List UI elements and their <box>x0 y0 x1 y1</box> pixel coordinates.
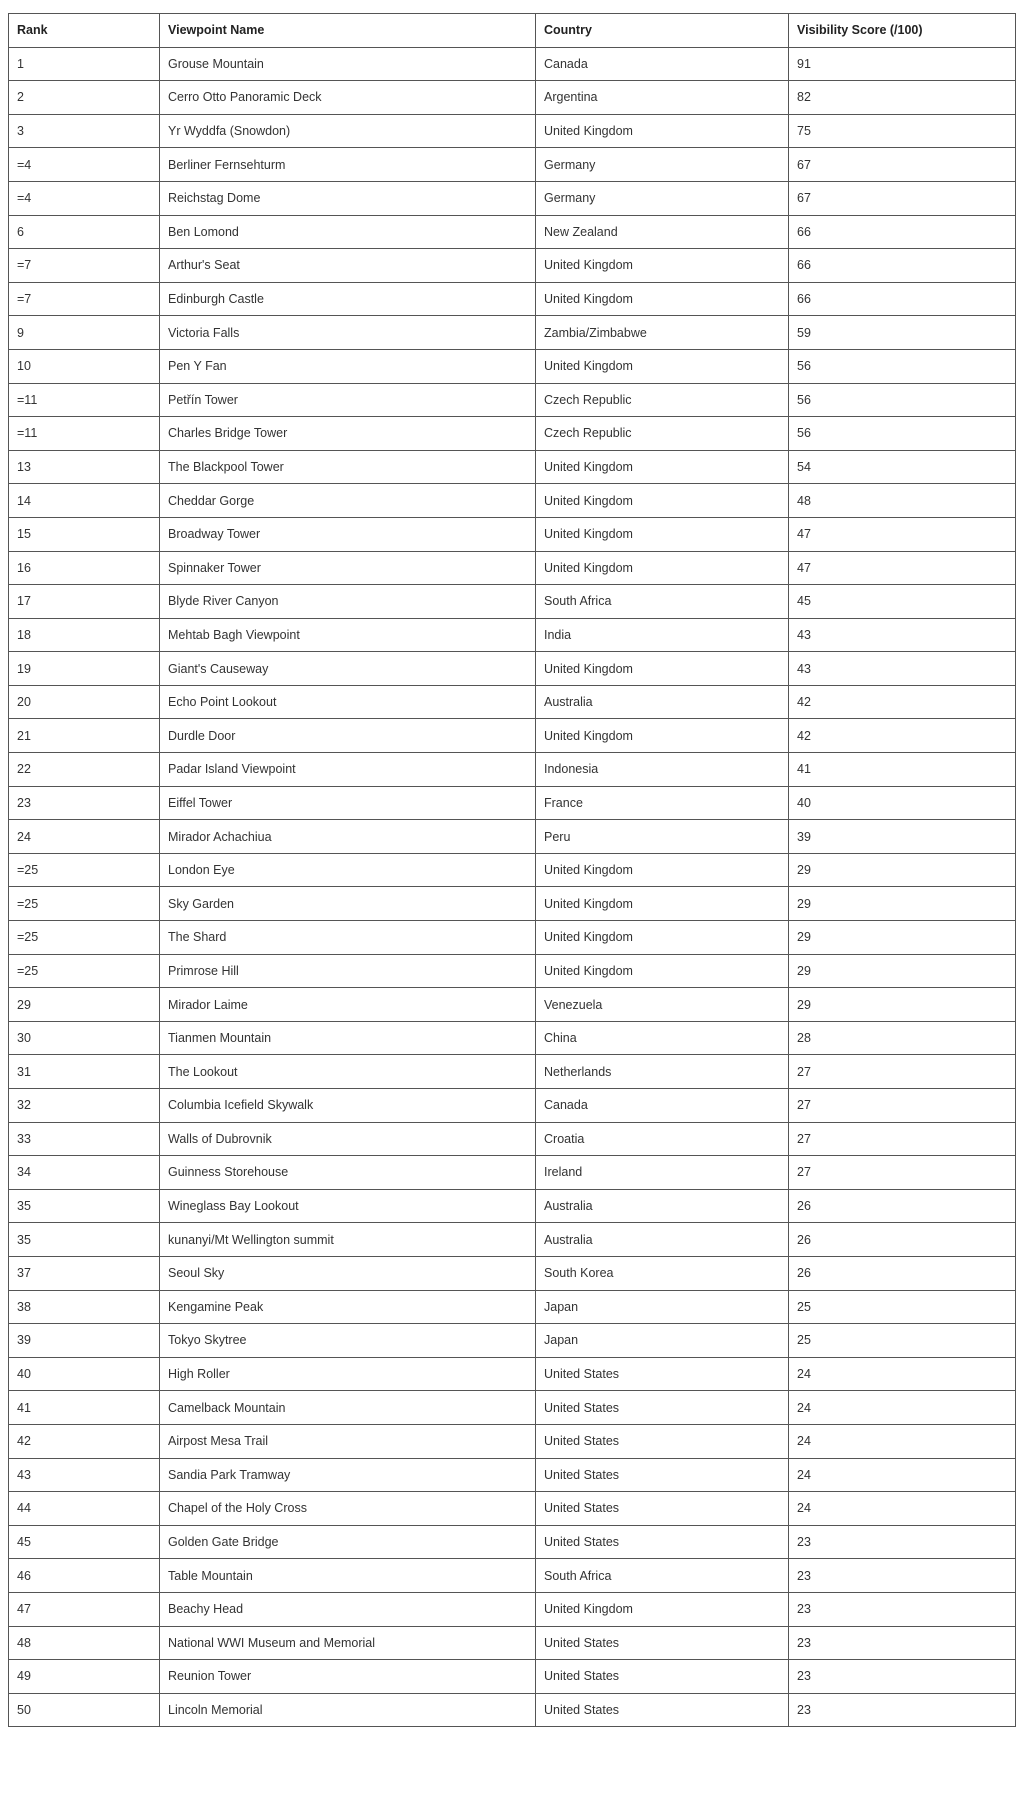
viewpoint-name-cell: Columbia Icefield Skywalk <box>160 1089 536 1123</box>
table-row <box>9 349 1016 383</box>
table-row <box>9 1559 1016 1593</box>
viewpoint-name-cell: Kengamine Peak <box>160 1290 536 1324</box>
rank-cell: 20 <box>9 685 160 719</box>
header-visibility-score: Visibility Score (/100) <box>789 14 1016 48</box>
country-cell: Zambia/Zimbabwe <box>536 316 789 350</box>
viewpoint-name-cell: Tianmen Mountain <box>160 1021 536 1055</box>
rank-cell: 43 <box>9 1458 160 1492</box>
header-row <box>9 14 1016 48</box>
visibility-score-cell: 29 <box>789 988 1016 1022</box>
table-row <box>9 1492 1016 1526</box>
visibility-score-cell: 29 <box>789 887 1016 921</box>
country-cell: Australia <box>536 1223 789 1257</box>
table-row <box>9 652 1016 686</box>
visibility-score-cell: 42 <box>789 685 1016 719</box>
rank-cell: =7 <box>9 249 160 283</box>
country-cell: United States <box>536 1693 789 1727</box>
country-cell: United States <box>536 1626 789 1660</box>
table-row <box>9 1525 1016 1559</box>
rank-cell: 21 <box>9 719 160 753</box>
table-row <box>9 215 1016 249</box>
table-row <box>9 1626 1016 1660</box>
visibility-score-cell: 56 <box>789 349 1016 383</box>
rank-cell: 30 <box>9 1021 160 1055</box>
visibility-score-cell: 39 <box>789 820 1016 854</box>
table-row <box>9 114 1016 148</box>
visibility-score-cell: 23 <box>789 1660 1016 1694</box>
visibility-score-cell: 47 <box>789 517 1016 551</box>
viewpoint-name-cell: Blyde River Canyon <box>160 585 536 619</box>
country-cell: Germany <box>536 181 789 215</box>
visibility-score-cell: 40 <box>789 786 1016 820</box>
viewpoint-name-cell: The Lookout <box>160 1055 536 1089</box>
rank-cell: 22 <box>9 753 160 787</box>
visibility-score-cell: 28 <box>789 1021 1016 1055</box>
rank-cell: 2 <box>9 81 160 115</box>
rank-cell: 17 <box>9 585 160 619</box>
visibility-score-cell: 24 <box>789 1424 1016 1458</box>
rank-cell: 32 <box>9 1089 160 1123</box>
country-cell: United States <box>536 1660 789 1694</box>
visibility-score-cell: 29 <box>789 853 1016 887</box>
country-cell: Australia <box>536 1189 789 1223</box>
rank-cell: 31 <box>9 1055 160 1089</box>
visibility-score-cell: 23 <box>789 1525 1016 1559</box>
table-row <box>9 551 1016 585</box>
rank-cell: =11 <box>9 383 160 417</box>
viewpoint-name-cell: Eiffel Tower <box>160 786 536 820</box>
country-cell: United Kingdom <box>536 1592 789 1626</box>
viewpoint-name-cell: Charles Bridge Tower <box>160 417 536 451</box>
rank-cell: 47 <box>9 1592 160 1626</box>
country-cell: South Korea <box>536 1256 789 1290</box>
rank-cell: =11 <box>9 417 160 451</box>
visibility-score-cell: 25 <box>789 1290 1016 1324</box>
table-row <box>9 383 1016 417</box>
table-row <box>9 1021 1016 1055</box>
rank-cell: 42 <box>9 1424 160 1458</box>
rank-cell: 14 <box>9 484 160 518</box>
table-row <box>9 484 1016 518</box>
country-cell: United Kingdom <box>536 517 789 551</box>
visibility-score-cell: 26 <box>789 1256 1016 1290</box>
table-row <box>9 1324 1016 1358</box>
rank-cell: =25 <box>9 954 160 988</box>
viewpoint-name-cell: Petřín Tower <box>160 383 536 417</box>
rank-cell: 50 <box>9 1693 160 1727</box>
viewpoint-name-cell: Padar Island Viewpoint <box>160 753 536 787</box>
country-cell: United Kingdom <box>536 719 789 753</box>
country-cell: France <box>536 786 789 820</box>
visibility-score-cell: 67 <box>789 148 1016 182</box>
visibility-score-cell: 27 <box>789 1089 1016 1123</box>
viewpoint-ranking-table <box>8 13 1016 1727</box>
viewpoint-name-cell: National WWI Museum and Memorial <box>160 1626 536 1660</box>
visibility-score-cell: 29 <box>789 921 1016 955</box>
viewpoint-name-cell: Airpost Mesa Trail <box>160 1424 536 1458</box>
country-cell: United Kingdom <box>536 652 789 686</box>
rank-cell: =25 <box>9 921 160 955</box>
rank-cell: 15 <box>9 517 160 551</box>
rank-cell: 6 <box>9 215 160 249</box>
country-cell: Indonesia <box>536 753 789 787</box>
table-row <box>9 1424 1016 1458</box>
table-header <box>9 14 1016 48</box>
table-row <box>9 1693 1016 1727</box>
rank-cell: =7 <box>9 282 160 316</box>
table-row <box>9 450 1016 484</box>
table-body <box>9 47 1016 1727</box>
country-cell: United Kingdom <box>536 551 789 585</box>
table-row <box>9 517 1016 551</box>
visibility-score-cell: 26 <box>789 1223 1016 1257</box>
table-row <box>9 282 1016 316</box>
visibility-score-cell: 24 <box>789 1492 1016 1526</box>
rank-cell: 48 <box>9 1626 160 1660</box>
country-cell: United Kingdom <box>536 282 789 316</box>
visibility-score-cell: 48 <box>789 484 1016 518</box>
rank-cell: =25 <box>9 853 160 887</box>
viewpoint-name-cell: London Eye <box>160 853 536 887</box>
country-cell: Canada <box>536 47 789 81</box>
table-row <box>9 618 1016 652</box>
table-row <box>9 988 1016 1022</box>
table-row <box>9 820 1016 854</box>
country-cell: Australia <box>536 685 789 719</box>
table-row <box>9 1055 1016 1089</box>
country-cell: United States <box>536 1357 789 1391</box>
table-row <box>9 1223 1016 1257</box>
rank-cell: 33 <box>9 1122 160 1156</box>
country-cell: Venezuela <box>536 988 789 1022</box>
viewpoint-name-cell: Wineglass Bay Lookout <box>160 1189 536 1223</box>
table-row <box>9 685 1016 719</box>
viewpoint-name-cell: Mirador Achachiua <box>160 820 536 854</box>
viewpoint-name-cell: High Roller <box>160 1357 536 1391</box>
visibility-score-cell: 23 <box>789 1592 1016 1626</box>
visibility-score-cell: 75 <box>789 114 1016 148</box>
table-row <box>9 148 1016 182</box>
viewpoint-name-cell: Table Mountain <box>160 1559 536 1593</box>
rank-cell: 19 <box>9 652 160 686</box>
table-row <box>9 181 1016 215</box>
viewpoint-name-cell: Mirador Laime <box>160 988 536 1022</box>
rank-cell: 40 <box>9 1357 160 1391</box>
visibility-score-cell: 24 <box>789 1458 1016 1492</box>
header-country: Country <box>536 14 789 48</box>
viewpoint-name-cell: Spinnaker Tower <box>160 551 536 585</box>
country-cell: United Kingdom <box>536 921 789 955</box>
country-cell: New Zealand <box>536 215 789 249</box>
rank-cell: 29 <box>9 988 160 1022</box>
viewpoint-name-cell: Mehtab Bagh Viewpoint <box>160 618 536 652</box>
viewpoint-name-cell: The Blackpool Tower <box>160 450 536 484</box>
viewpoint-name-cell: Guinness Storehouse <box>160 1156 536 1190</box>
rank-cell: =25 <box>9 887 160 921</box>
table-row <box>9 954 1016 988</box>
visibility-score-cell: 66 <box>789 282 1016 316</box>
viewpoint-name-cell: Sandia Park Tramway <box>160 1458 536 1492</box>
rank-cell: 38 <box>9 1290 160 1324</box>
visibility-score-cell: 24 <box>789 1391 1016 1425</box>
rank-cell: 46 <box>9 1559 160 1593</box>
visibility-score-cell: 82 <box>789 81 1016 115</box>
table-row <box>9 1592 1016 1626</box>
visibility-score-cell: 23 <box>789 1559 1016 1593</box>
country-cell: United Kingdom <box>536 450 789 484</box>
viewpoint-name-cell: Sky Garden <box>160 887 536 921</box>
rank-cell: =4 <box>9 148 160 182</box>
rank-cell: 1 <box>9 47 160 81</box>
table-row <box>9 47 1016 81</box>
visibility-score-cell: 59 <box>789 316 1016 350</box>
viewpoint-name-cell: Seoul Sky <box>160 1256 536 1290</box>
viewpoint-name-cell: Grouse Mountain <box>160 47 536 81</box>
rank-cell: 13 <box>9 450 160 484</box>
viewpoint-name-cell: Beachy Head <box>160 1592 536 1626</box>
visibility-score-cell: 43 <box>789 618 1016 652</box>
viewpoint-name-cell: The Shard <box>160 921 536 955</box>
rank-cell: 45 <box>9 1525 160 1559</box>
table-row <box>9 853 1016 887</box>
viewpoint-name-cell: Giant's Causeway <box>160 652 536 686</box>
visibility-score-cell: 67 <box>789 181 1016 215</box>
table-row <box>9 921 1016 955</box>
viewpoint-name-cell: Golden Gate Bridge <box>160 1525 536 1559</box>
country-cell: United States <box>536 1458 789 1492</box>
table-row <box>9 316 1016 350</box>
viewpoint-name-cell: Camelback Mountain <box>160 1391 536 1425</box>
rank-cell: =4 <box>9 181 160 215</box>
country-cell: United States <box>536 1492 789 1526</box>
viewpoint-name-cell: Chapel of the Holy Cross <box>160 1492 536 1526</box>
rank-cell: 35 <box>9 1189 160 1223</box>
rank-cell: 18 <box>9 618 160 652</box>
rank-cell: 39 <box>9 1324 160 1358</box>
country-cell: United States <box>536 1424 789 1458</box>
rank-cell: 3 <box>9 114 160 148</box>
rank-cell: 49 <box>9 1660 160 1694</box>
viewpoint-name-cell: Lincoln Memorial <box>160 1693 536 1727</box>
viewpoint-name-cell: Berliner Fernsehturm <box>160 148 536 182</box>
viewpoint-name-cell: Echo Point Lookout <box>160 685 536 719</box>
visibility-score-cell: 66 <box>789 249 1016 283</box>
table-row <box>9 753 1016 787</box>
table-row <box>9 1256 1016 1290</box>
table-row <box>9 1122 1016 1156</box>
table-row <box>9 1189 1016 1223</box>
table-row <box>9 887 1016 921</box>
visibility-score-cell: 42 <box>789 719 1016 753</box>
visibility-score-cell: 54 <box>789 450 1016 484</box>
country-cell: United States <box>536 1391 789 1425</box>
country-cell: United Kingdom <box>536 484 789 518</box>
visibility-score-cell: 23 <box>789 1626 1016 1660</box>
viewpoint-name-cell: Cheddar Gorge <box>160 484 536 518</box>
table-row <box>9 81 1016 115</box>
visibility-score-cell: 25 <box>789 1324 1016 1358</box>
country-cell: Czech Republic <box>536 383 789 417</box>
visibility-score-cell: 27 <box>789 1122 1016 1156</box>
visibility-score-cell: 56 <box>789 417 1016 451</box>
country-cell: India <box>536 618 789 652</box>
country-cell: Peru <box>536 820 789 854</box>
table-row <box>9 786 1016 820</box>
rank-cell: 10 <box>9 349 160 383</box>
rank-cell: 37 <box>9 1256 160 1290</box>
viewpoint-name-cell: Broadway Tower <box>160 517 536 551</box>
viewpoint-name-cell: Walls of Dubrovnik <box>160 1122 536 1156</box>
country-cell: United States <box>536 1525 789 1559</box>
rank-cell: 16 <box>9 551 160 585</box>
viewpoint-name-cell: Victoria Falls <box>160 316 536 350</box>
viewpoint-name-cell: Cerro Otto Panoramic Deck <box>160 81 536 115</box>
table-row <box>9 1089 1016 1123</box>
table-row <box>9 719 1016 753</box>
country-cell: Canada <box>536 1089 789 1123</box>
visibility-score-cell: 91 <box>789 47 1016 81</box>
visibility-score-cell: 66 <box>789 215 1016 249</box>
country-cell: United Kingdom <box>536 887 789 921</box>
table-row <box>9 1660 1016 1694</box>
table-row <box>9 585 1016 619</box>
country-cell: Japan <box>536 1290 789 1324</box>
visibility-score-cell: 43 <box>789 652 1016 686</box>
visibility-score-cell: 47 <box>789 551 1016 585</box>
rank-cell: 35 <box>9 1223 160 1257</box>
visibility-score-cell: 41 <box>789 753 1016 787</box>
visibility-score-cell: 27 <box>789 1055 1016 1089</box>
country-cell: Czech Republic <box>536 417 789 451</box>
table-row <box>9 1357 1016 1391</box>
viewpoint-name-cell: Ben Lomond <box>160 215 536 249</box>
visibility-score-cell: 24 <box>789 1357 1016 1391</box>
country-cell: Ireland <box>536 1156 789 1190</box>
viewpoint-name-cell: Reichstag Dome <box>160 181 536 215</box>
rank-cell: 34 <box>9 1156 160 1190</box>
visibility-score-cell: 29 <box>789 954 1016 988</box>
table-row <box>9 1458 1016 1492</box>
country-cell: United Kingdom <box>536 249 789 283</box>
rank-cell: 24 <box>9 820 160 854</box>
rank-cell: 9 <box>9 316 160 350</box>
viewpoint-ranking-table-wrapper <box>8 13 1015 1727</box>
visibility-score-cell: 45 <box>789 585 1016 619</box>
country-cell: Argentina <box>536 81 789 115</box>
viewpoint-name-cell: Pen Y Fan <box>160 349 536 383</box>
header-rank: Rank <box>9 14 160 48</box>
country-cell: Croatia <box>536 1122 789 1156</box>
country-cell: South Africa <box>536 585 789 619</box>
viewpoint-name-cell: Durdle Door <box>160 719 536 753</box>
country-cell: United Kingdom <box>536 853 789 887</box>
rank-cell: 23 <box>9 786 160 820</box>
header-viewpoint-name: Viewpoint Name <box>160 14 536 48</box>
rank-cell: 41 <box>9 1391 160 1425</box>
country-cell: Netherlands <box>536 1055 789 1089</box>
viewpoint-name-cell: Edinburgh Castle <box>160 282 536 316</box>
visibility-score-cell: 27 <box>789 1156 1016 1190</box>
table-row <box>9 1156 1016 1190</box>
rank-cell: 44 <box>9 1492 160 1526</box>
viewpoint-name-cell: Tokyo Skytree <box>160 1324 536 1358</box>
country-cell: Germany <box>536 148 789 182</box>
country-cell: United Kingdom <box>536 349 789 383</box>
viewpoint-name-cell: Reunion Tower <box>160 1660 536 1694</box>
country-cell: China <box>536 1021 789 1055</box>
table-row <box>9 249 1016 283</box>
table-row <box>9 417 1016 451</box>
visibility-score-cell: 23 <box>789 1693 1016 1727</box>
table-row <box>9 1290 1016 1324</box>
viewpoint-name-cell: kunanyi/Mt Wellington summit <box>160 1223 536 1257</box>
viewpoint-name-cell: Primrose Hill <box>160 954 536 988</box>
viewpoint-name-cell: Arthur's Seat <box>160 249 536 283</box>
country-cell: United Kingdom <box>536 114 789 148</box>
table-row <box>9 1391 1016 1425</box>
visibility-score-cell: 56 <box>789 383 1016 417</box>
viewpoint-name-cell: Yr Wyddfa (Snowdon) <box>160 114 536 148</box>
country-cell: Japan <box>536 1324 789 1358</box>
country-cell: United Kingdom <box>536 954 789 988</box>
visibility-score-cell: 26 <box>789 1189 1016 1223</box>
country-cell: South Africa <box>536 1559 789 1593</box>
